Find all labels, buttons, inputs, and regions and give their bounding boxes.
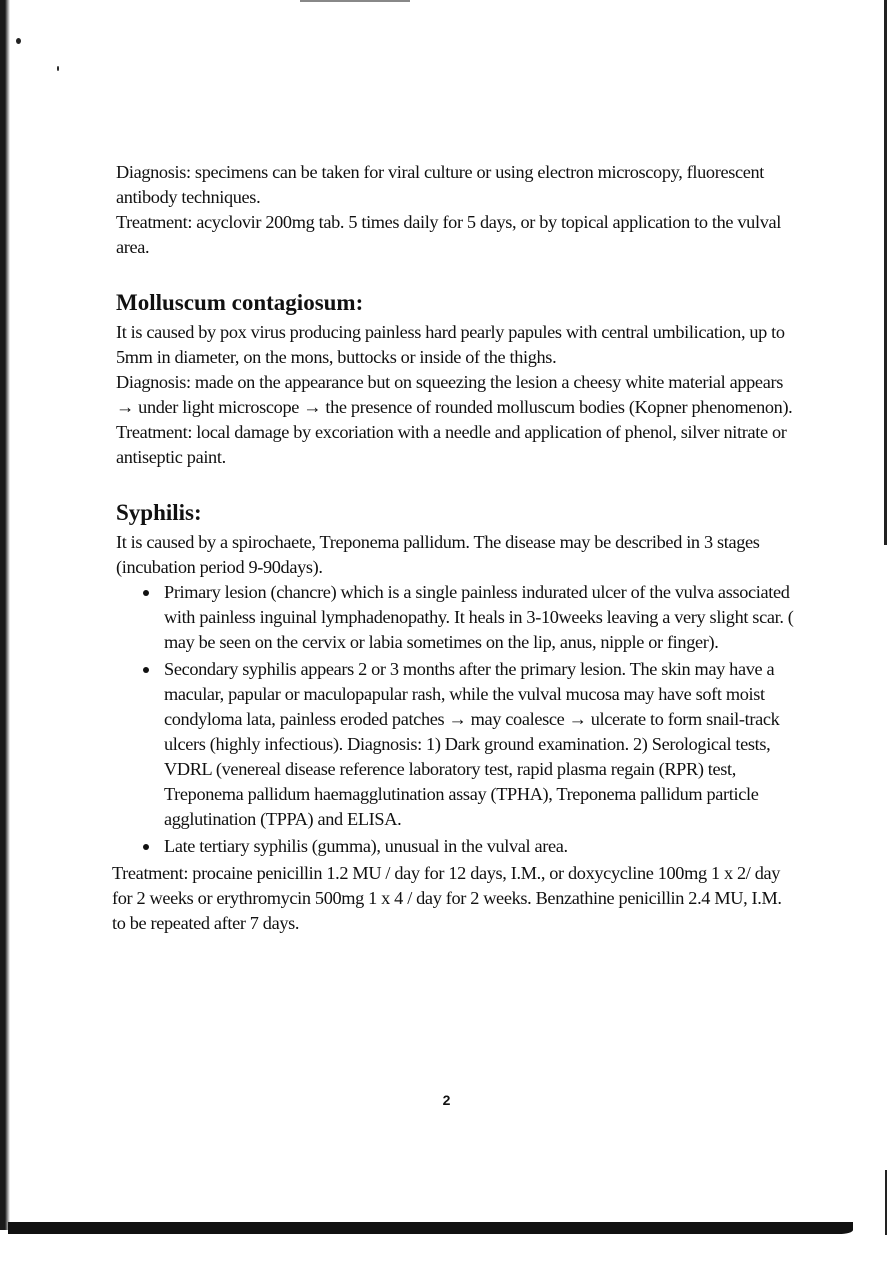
syphilis-heading: Syphilis: bbox=[116, 500, 202, 525]
scan-artifact-top bbox=[300, 0, 410, 2]
syphilis-cause: It is caused by a spirochaete, Treponema pallidum. The disease may be described in 3 stages (incubation period 9-90days). bbox=[116, 532, 760, 577]
intro-diagnosis: Diagnosis: specimens can be taken for viral culture or using electron microscopy, fluorescent antibody techniques. bbox=[116, 162, 765, 207]
document-body bbox=[112, 160, 796, 936]
scan-edge-right-lower bbox=[885, 1170, 887, 1235]
scan-speck bbox=[57, 66, 59, 71]
molluscum-diagnosis: Diagnosis: made on the appearance but on squeezing the lesion a cheesy white material appears → under light microscope → the presence of rounded molluscum bodies (Kopner phenomenon). bbox=[116, 372, 793, 417]
list-item-primary: Primary lesion (chancre) which is a single painless indurated ulcer of the vulva associated with painless inguinal lymphadenopathy. It heals in 3-10weeks leaving a very slight scar. ( may be seen on the cervix or labia sometimes on the lip, anus, nipple or finger). bbox=[164, 580, 796, 655]
list-item-tertiary: Late tertiary syphilis (gumma), unusual in the vulval area. bbox=[164, 834, 796, 859]
molluscum-heading: Molluscum contagiosum: bbox=[116, 290, 364, 315]
syphilis-treatment: Treatment: procaine penicillin 1.2 MU / day for 12 days, I.M., or doxycycline 100mg 1 x 2/ day for 2 weeks or erythromycin 500mg 1 x 4 / day for 2 weeks. Benzathine penicillin 2.4 MU, I.M. to be repeated after 7 days. bbox=[112, 863, 782, 933]
molluscum-treatment: Treatment: local damage by excoriation with a needle and application of phenol, silver nitrate or antiseptic paint. bbox=[116, 422, 787, 467]
syphilis-section bbox=[112, 498, 796, 936]
scan-edge-left bbox=[0, 0, 10, 1230]
scan-edge-bottom bbox=[8, 1222, 853, 1234]
molluscum-section bbox=[116, 288, 796, 470]
syphilis-stages-list bbox=[116, 580, 796, 859]
page-number: 2 bbox=[442, 1092, 451, 1108]
scan-edge-right bbox=[884, 0, 887, 545]
molluscum-cause: It is caused by pox virus producing painless hard pearly papules with central umbilication, up to 5mm in diameter, on the mons, buttocks or inside of the thighs. bbox=[116, 322, 785, 367]
scan-speck bbox=[16, 38, 21, 44]
list-item-secondary: Secondary syphilis appears 2 or 3 months after the primary lesion. The skin may have a macular, papular or maculopapular rash, while the vulval mucosa may have soft moist condyloma lata, painless eroded patches → may coalesce → ulcerate to form snail-track ulcers (highly infectious). Diagnosis: 1) Dark ground examination. 2) Serological tests, VDRL (venereal disease reference laboratory test, rapid plasma regain (RPR) test, Treponema pallidum haemagglutination assay (TPHA), Treponema pallidum particle agglutination (TPPA) and ELISA. bbox=[164, 657, 796, 832]
intro-treatment: Treatment: acyclovir 200mg tab. 5 times daily for 5 days, or by topical application to the vulval area. bbox=[116, 212, 781, 257]
